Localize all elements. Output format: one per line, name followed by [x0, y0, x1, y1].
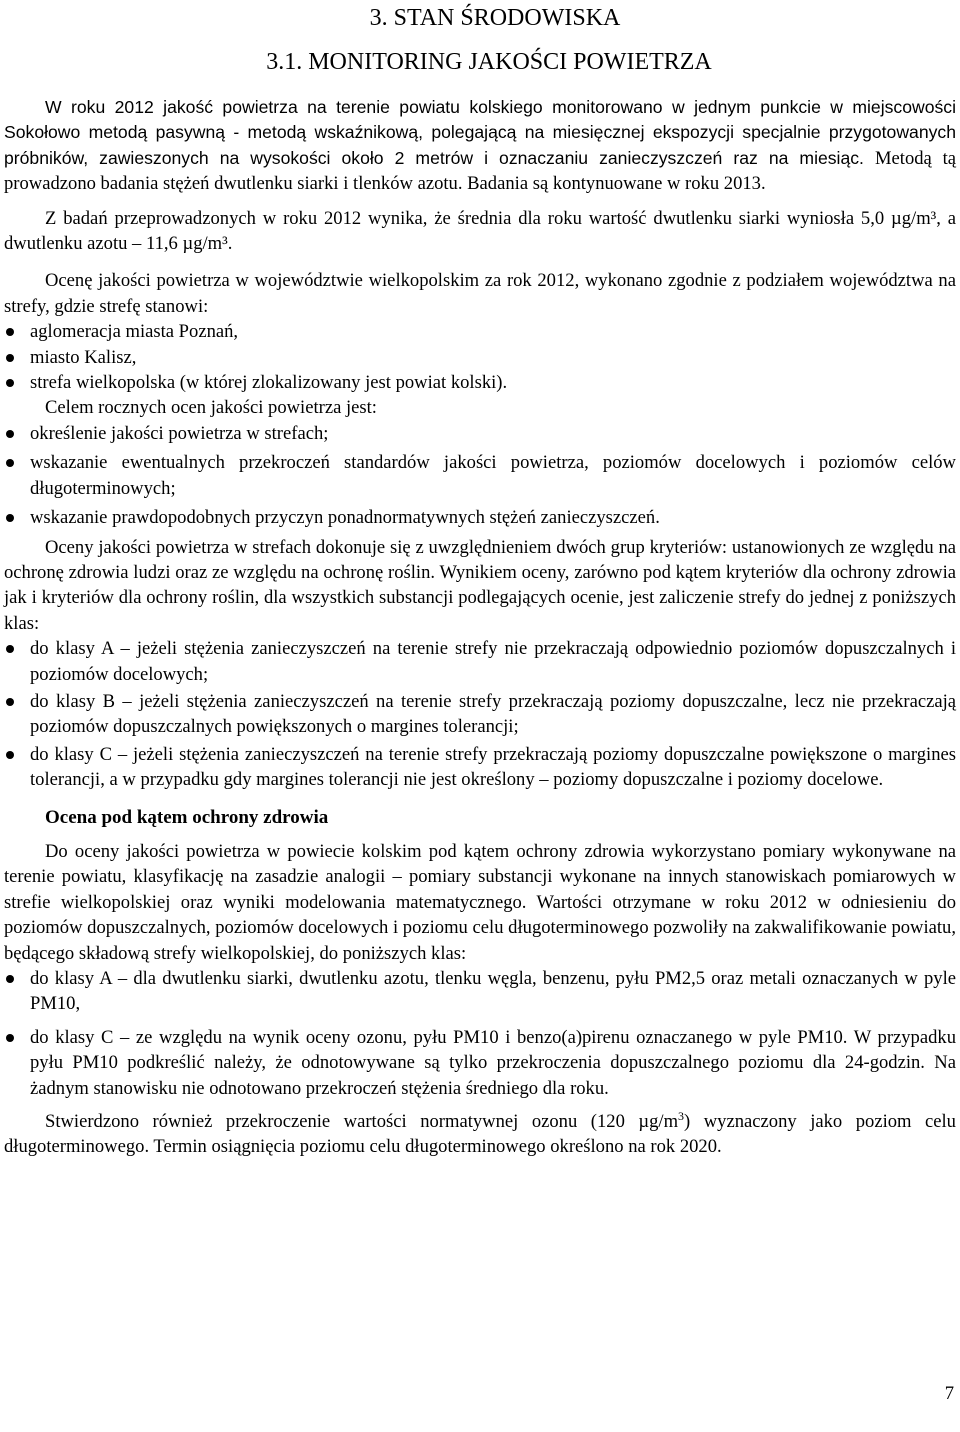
list-item: wskazanie prawdopodobnych przyczyn ponadnormatywnych stężeń zanieczyszczeń. — [4, 505, 956, 530]
ozone-text-start: Stwierdzono również przekroczenie wartości normatywnej ozonu (120 µg/m — [45, 1111, 679, 1133]
classes-list — [4, 636, 956, 792]
list-item: miasto Kalisz, — [4, 345, 956, 370]
chapter-heading: 3. STAN ŚRODOWISKA — [369, 5, 621, 31]
list-item: do klasy B – jeżeli stężenia zanieczyszczeń na terenie strefy przekraczają poziomy dopuszczalne, lecz nie przekraczają poziomów dopuszczalnych powiększonych o margines tolerancji; — [4, 689, 956, 740]
paragraph-monitoring — [4, 95, 956, 197]
paragraph-zones-intro: Ocenę jakości powietrza w województwie wielkopolskim za rok 2012, wykonano zgodnie z podziałem województwa na strefy, gdzie strefę stanowi: — [4, 270, 956, 317]
paragraph-ozone — [4, 1109, 956, 1160]
list-item: wskazanie ewentualnych przekroczeń standardów jakości powietrza, poziomów docelowych i poziomów celów długoterminowych; — [4, 450, 956, 501]
page-number: 7 — [944, 1383, 954, 1404]
list-item: do klasy A – jeżeli stężenia zanieczyszczeń na terenie strefy nie przekraczają odpowiednio poziomów dopuszczalnych i poziomów docelowych; — [4, 636, 956, 687]
paragraph-monitoring-scope: Metodą tą prowadzono badania stężeń dwutlenku siarki i tlenków azotu. Badania są kontynuowane w roku 2013. — [4, 147, 957, 195]
paragraph-results: Z badań przeprowadzonych w roku 2012 wynika, że średnia dla roku wartość dwutlenku siarki wyniosła 5,0 µg/m³, a dwutlenku azotu – 11,6 µg/m³. — [4, 207, 956, 255]
paragraph-criteria: Oceny jakości powietrza w strefach dokonuje się z uwzględnieniem dwóch grup kryteriów: ustanowionych ze względu na ochronę zdrowia ludzi oraz ze względu na ochronę roślin. Wynikiem oceny, zarówno pod kątem kryteriów dla ochrony zdrowia jak i kryteriów dla ochrony roślin, dla wszystkich substancji podlegających ocenie, jest zaliczenie strefy do jednej z poniższych klas: — [4, 536, 956, 634]
zones-list — [4, 319, 956, 395]
list-item: do klasy C – jeżeli stężenia zanieczyszczeń na terenie strefy przekraczają poziomy dopuszczalne powiększone o margines tolerancji, a w przypadku gdy margines tolerancji nie jest określony – poziomy dopuszczalne i poziomy docelowe. — [4, 742, 956, 793]
paragraph-goals-intro: Celem rocznych ocen jakości powietrza jest: — [45, 397, 377, 419]
subsection-title: Ocena pod kątem ochrony zdrowia — [45, 806, 329, 828]
paragraph-monitoring-method: W roku 2012 jakość powietrza na terenie powiatu kolskiego monitorowano w jednym punkcie w miejscowości Sokołowo metodą pasywną - metodą wskaźnikową, polegającą na miesięcznej ekspozycji specjalnie przygotowanych próbników, zawieszonych na wysokości około 2 metrów i oznaczaniu zanieczyszczeń raz na miesiąc. — [4, 97, 956, 168]
section-heading: 3.1. MONITORING JAKOŚCI POWIETRZA — [266, 49, 712, 75]
list-item: aglomeracja miasta Poznań, — [4, 319, 956, 344]
list-item: określenie jakości powietrza w strefach; — [4, 421, 956, 446]
results-list — [4, 966, 956, 1101]
goals-list — [4, 421, 956, 531]
paragraph-assessment: Do oceny jakości powietrza w powiecie kolskim pod kątem ochrony zdrowia wykorzystano pomiary wykonywane na terenie powiatu, klasyfikację na zasadzie analogii – pomiary substancji wykonane na innych stanowiskach pomiarowych w strefie wielkopolskiej oraz wyniki modelowania matematycznego. Wartości otrzymane w roku 2012 w odniesieniu do poziomów dopuszczalnych, poziomów docelowych i poziomu celu długoterminowego pozwoliły na zakwalifikowanie powiatu, będącego składową strefy wielkopolskiej, do poniższych klas: — [4, 840, 956, 964]
list-item: strefa wielkopolska (w której zlokalizowany jest powiat kolski). — [4, 370, 956, 395]
ozone-unit-exponent: 3 — [678, 1108, 685, 1123]
list-item: do klasy A – dla dwutlenku siarki, dwutlenku azotu, tlenku węgla, benzenu, pyłu PM2,5 oraz metali oznaczanych w pyle PM10, — [4, 966, 956, 1017]
list-item: do klasy C – ze względu na wynik oceny ozonu, pyłu PM10 i benzo(a)pirenu oznaczanego w pyle PM10. W przypadku pyłu PM10 podkreślić należy, że odnotowywane są tylko przekroczenia dopuszczalnego poziomu dla 24-godzin. Na żadnym stanowisku nie odnotowano przekroczeń stężenia średniego dla roku. — [4, 1025, 956, 1101]
ozone-text-end: ) wyznaczony jako poziom celu długoterminowego. Termin osiągnięcia poziomu celu długoterminowego określono na rok 2020. — [4, 1111, 956, 1158]
